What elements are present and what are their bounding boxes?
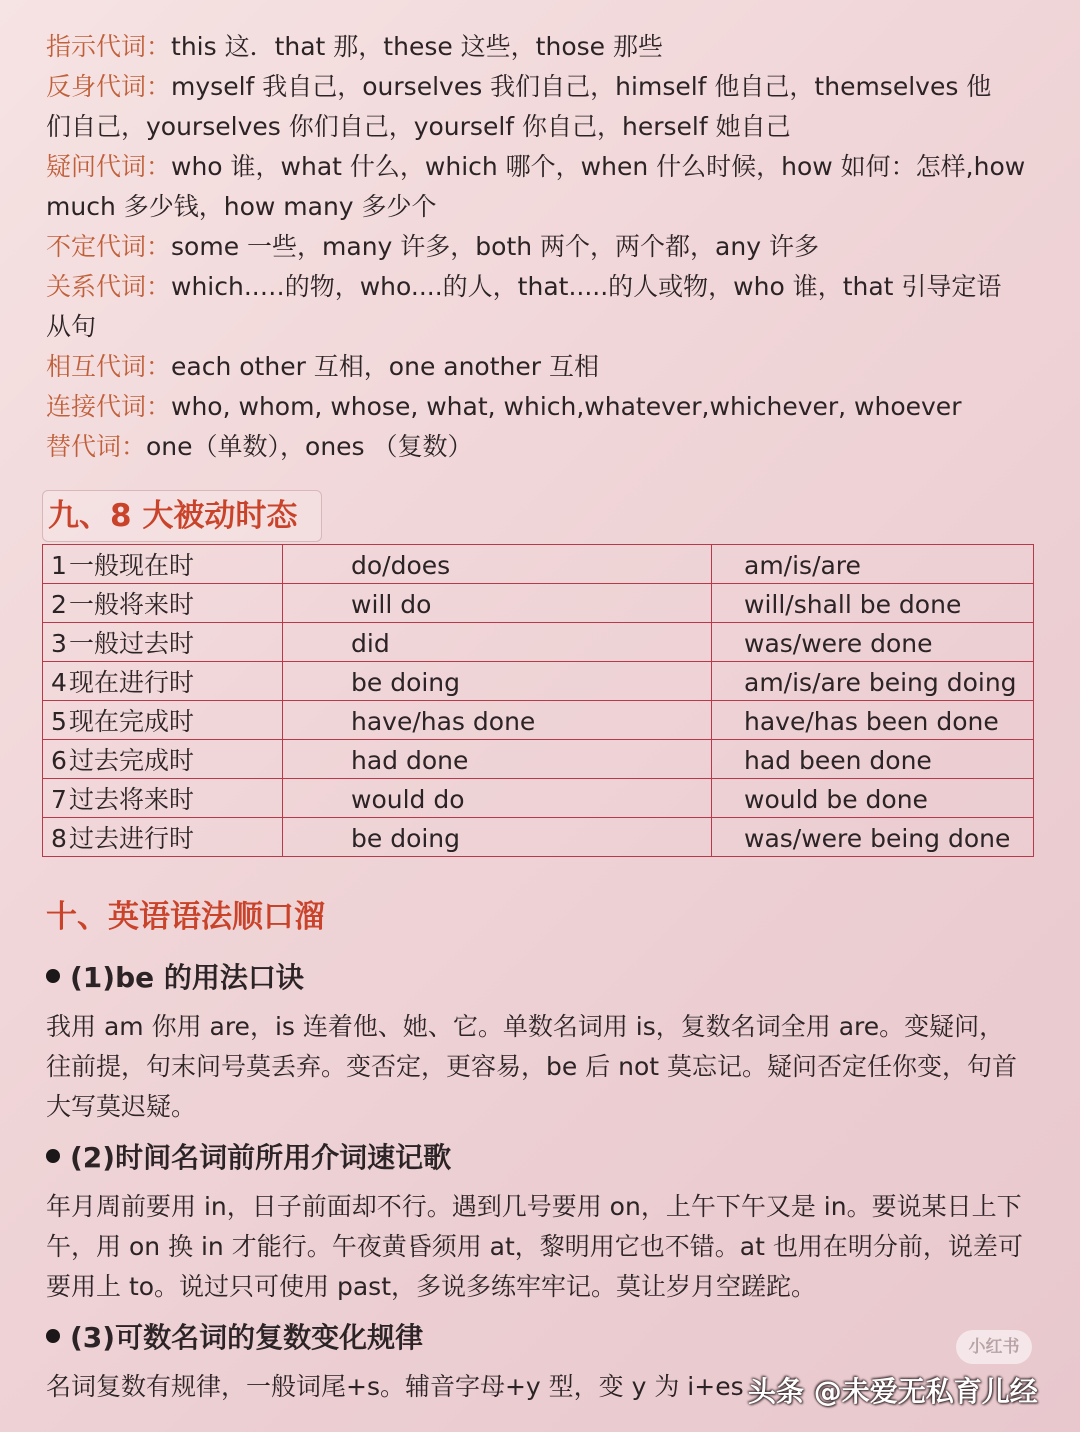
tense-name: 一般现在时 [69,551,195,580]
row-index: 3 [51,629,67,658]
active-form-cell: will do [283,584,712,623]
table-row [43,662,1034,701]
subsection-title: (1)be 的用法口诀 [70,961,304,994]
passive-form-cell: will/shall be done [712,584,1034,623]
tense-name: 现在进行时 [69,668,195,697]
subsection-title: (3)可数名词的复数变化规律 [70,1321,424,1354]
pronoun-line-interrogative [46,147,1036,187]
pronoun-label: 替代词： [46,432,147,461]
pronoun-text: 从句 [46,312,97,341]
bullet-icon [46,1149,60,1163]
row-index: 5 [51,707,67,736]
paragraph-line: 我用 am 你用 are，is 连着他、她、它。单数名词用 is，复数名词全用 are。变疑问， [46,1012,1005,1041]
toutiao-watermark: 头条 @未爱无私育儿经 [748,1375,1038,1408]
pronoun-text: myself 我自己，ourselves 我们自己，himself 他自己，themselves 他 [171,72,992,101]
row-index: 7 [51,785,67,814]
xiaohongshu-watermark: 小红书 [956,1330,1032,1364]
tense-name-cell [43,662,283,701]
tense-name: 现在完成时 [69,707,195,736]
tense-name: 一般过去时 [69,629,195,658]
active-form-cell: had done [283,740,712,779]
passive-form-cell: am/is/are [712,545,1034,584]
paragraph-line: 午，用 on 换 in 才能行。午夜黄昏须用 at，黎明用它也不错。at 也用在明分前，说差可 [46,1232,1023,1261]
subsection-plural-rules [46,1318,423,1358]
row-index: 4 [51,668,67,697]
table-row [43,545,1034,584]
pronoun-text: who, whom, whose, what, which,whatever,whichever, whoever [171,392,962,421]
pronoun-line-reflexive-cont [46,107,1036,147]
pronoun-line-reflexive [46,67,1036,107]
subsection-be-usage [46,958,304,998]
tense-name-cell [43,623,283,662]
pronoun-text: 们自己，yourselves 你们自己，yourself 你自己，herself 她自己 [46,112,791,141]
pronoun-label: 不定代词： [46,232,172,261]
paragraph-line: 大写莫迟疑。 [46,1092,197,1121]
tense-name: 一般将来时 [69,590,195,619]
passive-form-cell: am/is/are being doing [712,662,1034,701]
pronoun-text: who 谁，what 什么，which 哪个，when 什么时候，how 如何：怎样,how [171,152,1026,181]
pronoun-line-relative-cont [46,307,1036,347]
active-form-cell: did [283,623,712,662]
tense-name: 过去完成时 [69,746,195,775]
pronoun-line-indefinite [46,227,1036,267]
pronoun-text: each other 互相，one another 互相 [171,352,599,381]
tense-name-cell [43,779,283,818]
pronoun-label: 相互代词： [46,352,172,381]
paragraph-line: 年月周前要用 in，日子前面却不行。遇到几号要用 on，上午下午又是 in。要说某日上下 [46,1192,1022,1221]
bullet-icon [46,1329,60,1343]
pronoun-line-relative [46,267,1036,307]
passive-tense-table [42,544,1034,857]
tense-name-cell [43,701,283,740]
tense-name-cell [43,584,283,623]
tense-name: 过去将来时 [69,785,195,814]
table-row [43,584,1034,623]
paragraph-line: 名词复数有规律，一般词尾+s。辅音字母+y 型，变 y 为 i+es [46,1372,744,1401]
table-row [43,818,1034,857]
table-row [43,740,1034,779]
row-index: 1 [51,551,67,580]
subsection-title: (2)时间名词前所用介词速记歌 [70,1141,452,1174]
tense-name-cell [43,545,283,584]
pronoun-line-conjunctive [46,387,1036,427]
pronoun-text: one（单数），ones （复数） [146,432,473,461]
subsection-time-prepositions [46,1138,451,1178]
passive-form-cell: have/has been done [712,701,1034,740]
active-form-cell: be doing [283,818,712,857]
paragraph-line: 往前提，句末问号莫丢弃。变否定，更容易，be 后 not 莫忘记。疑问否定任你变，句首 [46,1052,1018,1081]
passive-form-cell: was/were being done [712,818,1034,857]
tense-name-cell [43,740,283,779]
active-form-cell: have/has done [283,701,712,740]
pronoun-line-reciprocal [46,347,1036,387]
pronoun-label: 疑问代词： [46,152,172,181]
pronoun-line-demonstrative [46,27,1036,67]
row-index: 6 [51,746,67,775]
pronoun-line-substitute [46,427,1036,467]
active-form-cell: would do [283,779,712,818]
row-index: 2 [51,590,67,619]
pronoun-text: some 一些，many 许多，both 两个，两个都，any 许多 [171,232,819,261]
paragraph-be-usage [46,1007,1036,1127]
paragraph-time-prepositions [46,1187,1036,1307]
pronoun-text: which..…的物，who....的人，that.....的人或物，who 谁，that 引导定语 [171,272,1002,301]
pronoun-text: much 多少钱，how many 多少个 [46,192,437,221]
table-row [43,779,1034,818]
passive-form-cell: was/were done [712,623,1034,662]
passive-form-cell: had been done [712,740,1034,779]
pronoun-label: 关系代词： [46,272,172,301]
pronoun-line-interrogative-cont [46,187,1036,227]
pronoun-label: 反身代词： [46,72,172,101]
row-index: 8 [51,824,67,853]
tense-name-cell [43,818,283,857]
table-row [43,623,1034,662]
paragraph-line: 要用上 to。说过只可使用 past，多说多练牢牢记。莫让岁月空蹉跎。 [46,1272,817,1301]
section10-title: 十、英语语法顺口溜 [46,899,325,935]
bullet-icon [46,969,60,983]
active-form-cell: do/does [283,545,712,584]
pronoun-label: 指示代词： [46,32,172,61]
passive-form-cell: would be done [712,779,1034,818]
tense-name: 过去进行时 [69,824,195,853]
section9-title: 九、8 大被动时态 [48,498,298,534]
active-form-cell: be doing [283,662,712,701]
table-row [43,701,1034,740]
pronoun-text: this 这．that 那，these 这些，those 那些 [171,32,663,61]
pronoun-label: 连接代词： [46,392,172,421]
